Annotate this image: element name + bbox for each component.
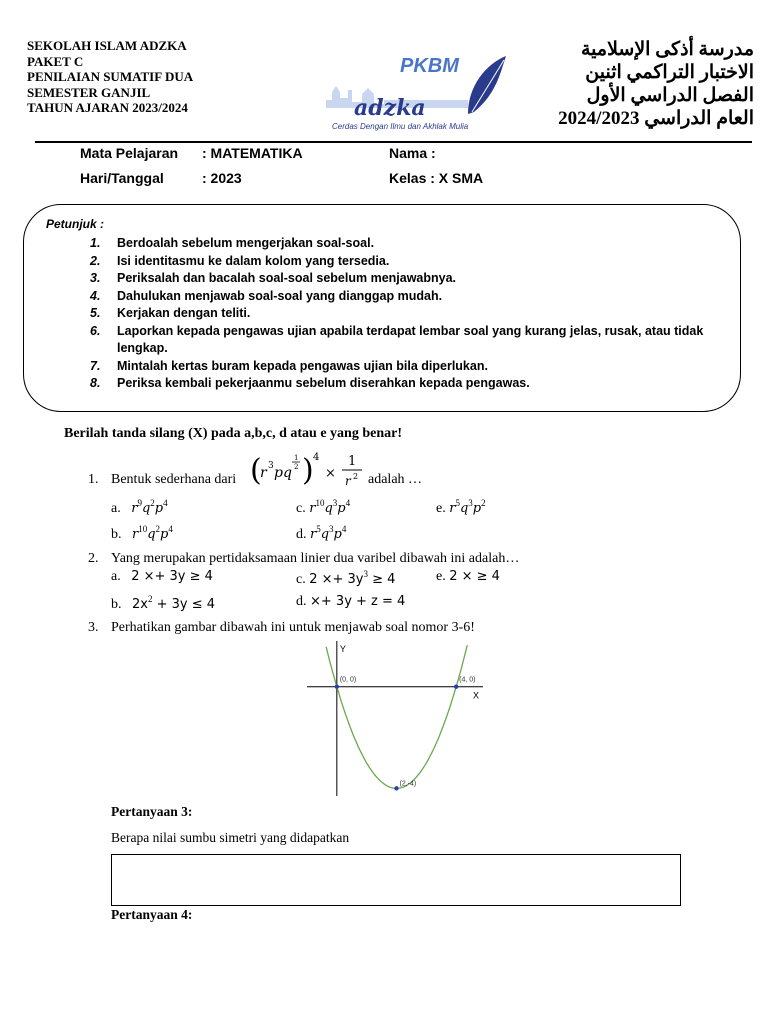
- instruction-item: [90, 235, 730, 253]
- q1-option-d[interactable]: [296, 524, 346, 543]
- paren-left: (: [250, 453, 262, 488]
- exp: 3: [363, 569, 369, 579]
- option-text: 2 ×+ 3y ≥ 4: [131, 569, 213, 584]
- exp: 3: [329, 524, 334, 534]
- option-label: b.: [111, 527, 122, 542]
- instruction-item: [90, 253, 730, 271]
- var: r: [131, 501, 138, 516]
- option-text: ≥ 4: [368, 572, 396, 587]
- exp: 3: [332, 498, 338, 508]
- instruction-number: 2.: [90, 253, 101, 268]
- expr-base2: pq: [274, 465, 292, 481]
- option-label: c.: [296, 501, 306, 516]
- option-text: 2 × ≥ 4: [449, 569, 500, 584]
- instruction-text: Periksa kembali pekerjaanmu sebelum diserahkan kepada pengawas.: [117, 376, 530, 390]
- expr-outer-exp: 4: [313, 452, 320, 463]
- instructions-box: [23, 204, 741, 412]
- expr-den-exp: 2: [353, 472, 359, 481]
- name-field[interactable]: Nama :: [389, 145, 436, 161]
- exp: 5: [316, 524, 321, 534]
- expr-exp1: 3: [268, 461, 274, 471]
- header-line-arabic: الاختبار التراكمي اثنين: [585, 62, 754, 83]
- q1-number: 1.: [88, 472, 99, 487]
- option-label: e.: [436, 501, 446, 516]
- instruction-text: Kerjakan dengan teliti.: [117, 306, 251, 320]
- quill-icon: [468, 56, 506, 114]
- q1-prefix: Bentuk sederhana dari: [111, 472, 237, 487]
- parabola-graph: [307, 641, 483, 796]
- expr-times: ×: [325, 466, 336, 481]
- exp: 3: [468, 498, 473, 508]
- main-instruction: Berilah tanda silang (X) pada a,b,c, d atau e yang benar!: [64, 426, 402, 441]
- exp: 4: [168, 524, 173, 534]
- option-label: d.: [296, 594, 307, 609]
- x-axis-label: X: [473, 690, 480, 701]
- instruction-item: [90, 323, 730, 358]
- q2-option-a[interactable]: [111, 569, 213, 585]
- q1-option-c[interactable]: [296, 498, 350, 517]
- option-label: b.: [111, 597, 122, 612]
- exp: 2: [481, 498, 486, 508]
- var: q: [320, 527, 330, 542]
- q1-option-b[interactable]: [111, 524, 173, 543]
- instruction-text: Berdoalah sebelum mengerjakan soal-soal.: [117, 236, 375, 250]
- pertanyaan3-title: Pertanyaan 3:: [111, 804, 193, 819]
- pertanyaan3-text: Berapa nilai sumbu simetri yang didapatkan: [111, 830, 350, 845]
- instruction-number: 5.: [90, 306, 101, 320]
- q2-number: 2.: [88, 551, 99, 566]
- header-line: TAHUN AJARAN 2023/2024: [27, 100, 188, 115]
- expr-num: 1: [348, 454, 357, 469]
- exp: 4: [345, 498, 351, 508]
- instruction-number: 8.: [90, 376, 101, 390]
- exp: 4: [341, 524, 347, 534]
- instructions-list: [90, 235, 730, 393]
- parabola-curve: [326, 645, 467, 788]
- logo-tagline: Cerdas Dengan Ilmu dan Akhlak Mulia: [332, 122, 469, 131]
- instruction-text: Isi identitasmu ke dalam kolom yang tersedia.: [117, 253, 390, 268]
- instruction-item: [90, 375, 730, 393]
- header-line: SEKOLAH ISLAM ADZKA: [27, 38, 187, 53]
- option-label: a.: [111, 569, 121, 584]
- header-line-arabic: الفصل الدراسي الأول: [586, 85, 754, 106]
- var: p: [337, 501, 346, 516]
- q3-text: Perhatikan gambar dibawah ini untuk menjawab soal nomor 3-6!: [111, 620, 475, 635]
- point-label: (2,-4): [399, 780, 417, 788]
- q1-option-a[interactable]: [111, 498, 168, 517]
- q1-expression: [250, 449, 365, 491]
- paren-right: ): [302, 453, 314, 488]
- instruction-number: 4.: [90, 288, 101, 303]
- option-label: e.: [436, 569, 446, 584]
- header-line: PAKET C: [27, 53, 84, 69]
- y-axis-label: Y: [339, 644, 346, 654]
- var: q: [141, 501, 151, 516]
- q2-option-e[interactable]: [436, 569, 500, 585]
- instruction-text: Dahulukan menjawab soal-soal yang dianggap mudah.: [117, 288, 443, 303]
- data-point: [454, 685, 458, 689]
- q2-option-b[interactable]: [111, 594, 215, 613]
- point-label: (4, 0): [459, 676, 476, 684]
- header-line: PENILAIAN SUMATIF DUA: [27, 69, 194, 84]
- var: p: [154, 501, 164, 516]
- instructions-title: Petunjuk :: [46, 217, 105, 231]
- exp: 2: [147, 594, 153, 604]
- exp: 10: [315, 498, 325, 508]
- school-header-right: [558, 38, 754, 130]
- option-text: 2 ×+ 3y: [309, 572, 364, 587]
- instruction-number: 6.: [90, 323, 101, 338]
- var: p: [472, 501, 482, 516]
- q2-text: Yang merupakan pertidaksamaan linier dua varibel dibawah ini adalah…: [111, 551, 520, 566]
- exp: 2: [155, 524, 161, 534]
- data-point: [335, 685, 339, 689]
- q1-suffix: adalah …: [368, 472, 423, 487]
- option-text: + 3y ≤ 4: [152, 597, 216, 612]
- instruction-item: [90, 270, 730, 288]
- exp: 4: [163, 498, 168, 508]
- q2-option-c[interactable]: [296, 569, 395, 588]
- exp: 2: [150, 498, 155, 508]
- instruction-item: [90, 305, 730, 323]
- instruction-text: Periksalah dan bacalah soal-soal sebelum menjawabnya.: [117, 271, 457, 285]
- class-field: Kelas : X SMA: [389, 170, 484, 186]
- var: r: [310, 527, 317, 542]
- instruction-text: Mintalah kertas buram kepada pengawas ujian bila diperlukan.: [117, 358, 488, 373]
- expr-base1: r: [260, 465, 267, 481]
- expr-frac-num: 1: [294, 454, 299, 462]
- var: r: [132, 527, 139, 542]
- header-line-arabic: العام الدراسي 2024/2023: [558, 108, 754, 129]
- pertanyaan4-title: Pertanyaan 4:: [111, 907, 193, 922]
- var: p: [333, 527, 342, 542]
- exp: 5: [455, 498, 460, 508]
- instruction-number: 7.: [90, 358, 101, 373]
- option-label: c.: [296, 572, 306, 587]
- option-text: ×+ 3y + z = 4: [310, 594, 406, 609]
- instruction-item: [90, 288, 730, 306]
- data-point: [394, 786, 398, 790]
- q3-number: 3.: [88, 620, 99, 635]
- option-label: d.: [296, 527, 307, 542]
- header-line-arabic: مدرسة أذكى الإسلامية: [580, 39, 754, 60]
- instruction-item: [90, 358, 730, 376]
- var: r: [309, 501, 316, 516]
- point-label: (0, 0): [339, 676, 357, 684]
- date-label: Hari/Tanggal: [80, 170, 164, 186]
- var: q: [324, 501, 333, 516]
- subject-value: : MATEMATIKA: [202, 145, 303, 161]
- option-label: a.: [111, 501, 121, 516]
- exp: 10: [138, 524, 148, 534]
- instruction-number: 3.: [90, 271, 101, 285]
- date-value: : 2023: [202, 170, 242, 186]
- expr-den-base: r: [345, 474, 351, 488]
- expr-frac-den: 2: [294, 463, 299, 471]
- instruction-text: Laporkan kepada pengawas ujian apabila terdapat lembar soal yang kurang jelas, rusak, atau tidak lengkap.: [117, 323, 704, 355]
- header-line: SEMESTER GANJIL: [27, 84, 151, 100]
- var: p: [160, 527, 169, 542]
- subject-label: Mata Pelajaran: [80, 145, 179, 161]
- var: q: [459, 501, 469, 516]
- answer-box[interactable]: [111, 854, 681, 906]
- pkbm-logo: [318, 42, 518, 137]
- instruction-number: 1.: [90, 236, 101, 250]
- logo-text: PKBM: [400, 55, 459, 77]
- var: r: [449, 501, 456, 516]
- q2-option-d[interactable]: [296, 594, 405, 610]
- header-divider: [35, 141, 752, 143]
- logo-wordmark: adzka: [354, 95, 426, 121]
- school-header-left: [27, 38, 193, 116]
- q1-option-e[interactable]: [436, 498, 486, 517]
- exp: 9: [137, 498, 142, 508]
- var: q: [147, 527, 156, 542]
- option-text: 2x: [132, 597, 148, 612]
